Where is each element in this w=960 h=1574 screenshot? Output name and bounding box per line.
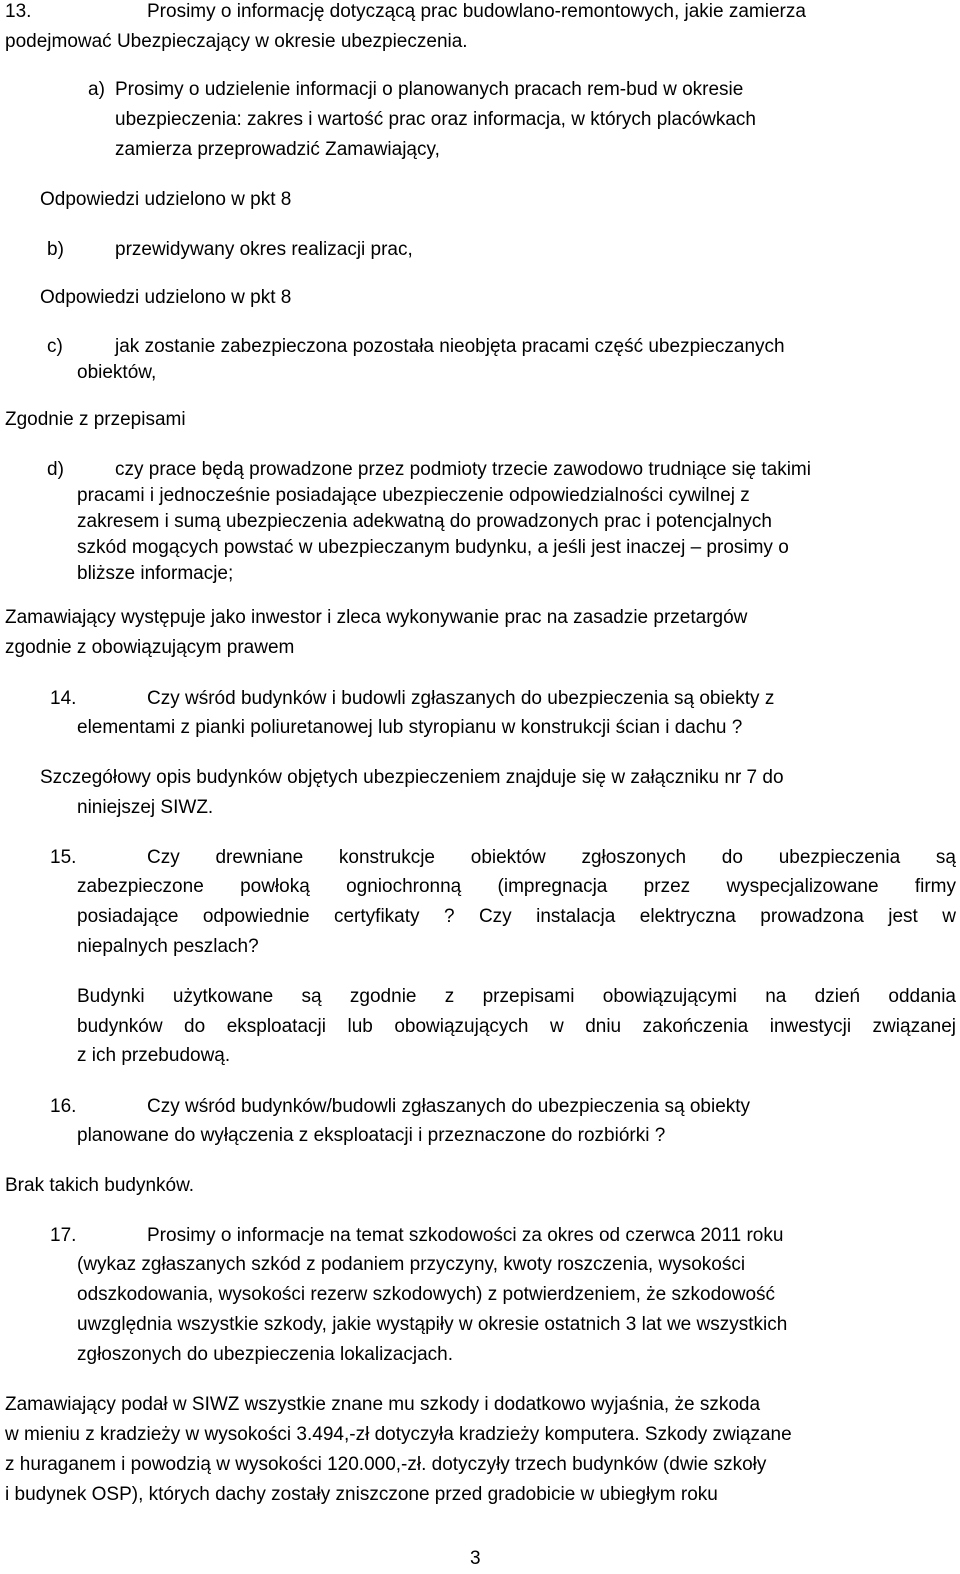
question-text-line: uwzględnia wszystkie szkody, jakie wystąpiły w okresie ostatnich 3 lat we wszystkich (77, 1314, 788, 1335)
sub-question-text-line: jak zostanie zabezpieczona pozostała nieobjęta pracami część ubezpieczanych (115, 336, 785, 357)
sub-question-text-line: czy prace będą prowadzone przez podmioty trzecie zawodowo trudniące się takimi (115, 459, 811, 480)
answer-text-line: z ich przebudową. (77, 1045, 231, 1066)
answer-text-line: niniejszej SIWZ. (77, 797, 214, 818)
question-number: 15. (50, 847, 77, 868)
sub-question-text-line: zamierza przeprowadzić Zamawiający, (115, 139, 440, 160)
question-text-line: Czy wśród budynków/budowli zgłaszanych do ubezpieczenia są obiekty (147, 1096, 751, 1117)
answer-text-line: Zgodnie z przepisami (5, 409, 186, 430)
question-number: 14. (50, 688, 77, 709)
answer-text-line: budynków do eksploatacji lub obowiązujących w dniu zakończenia inwestycji związanej (77, 1016, 956, 1037)
sub-question-label: a) (88, 79, 105, 100)
answer-text-line: i budynek OSP), których dachy zostały zniszczone przed gradobicie w ubiegłym roku (5, 1484, 718, 1505)
sub-question-text-line: ubezpieczenia: zakres i wartość prac oraz informacja, w których placówkach (115, 109, 756, 130)
question-number: 13. (5, 1, 32, 22)
question-number: 16. (50, 1096, 77, 1117)
question-text-line: Prosimy o informację dotyczącą prac budowlano-remontowych, jakie zamierza (147, 1, 806, 22)
sub-question-label: b) (47, 239, 64, 260)
sub-question-label: c) (47, 336, 63, 357)
sub-question-text-line: bliższe informacje; (77, 563, 234, 584)
sub-question-text-line: Prosimy o udzielenie informacji o planowanych pracach rem-bud w okresie (115, 79, 744, 100)
question-text-line: Prosimy o informacje na temat szkodowości za okres od czerwca 2011 roku (147, 1225, 784, 1246)
answer-text-line: Zamawiający występuje jako inwestor i zleca wykonywanie prac na zasadzie przetargów (5, 607, 748, 628)
sub-question-text-line: pracami i jednocześnie posiadające ubezpieczenie odpowiedzialności cywilnej z (77, 485, 750, 506)
answer-text-line: Brak takich budynków. (5, 1175, 195, 1196)
question-text-line: zgłoszonych do ubezpieczenia lokalizacjach. (77, 1344, 454, 1365)
question-text-line: Czy drewniane konstrukcje obiektów zgłoszonych do ubezpieczenia są (147, 847, 956, 868)
answer-text-line: z huraganem i powodzią w wysokości 120.000,-zł. dotyczyły trzech budynków (dwie szkoły (5, 1454, 767, 1475)
question-text-line: posiadające odpowiednie certyfikaty ? Czy instalacja elektryczna prowadzona jest w (77, 906, 956, 927)
question-text-line: zabezpieczone powłoką ogniochronną (impregnacja przez wyspecjalizowane firmy (77, 876, 956, 897)
question-text-line: (wykaz zgłaszanych szkód z podaniem przyczyny, kwoty roszczenia, wysokości (77, 1254, 746, 1275)
answer-text-line: Budynki użytkowane są zgodnie z przepisami obowiązującymi na dzień oddania (77, 986, 956, 1007)
question-number: 17. (50, 1225, 77, 1246)
question-text-line: elementami z pianki poliuretanowej lub styropianu w konstrukcji ścian i dachu ? (77, 717, 743, 738)
sub-question-text-line: szkód mogących powstać w ubezpieczanym budynku, a jeśli jest inaczej – prosimy o (77, 537, 789, 558)
question-text-line: niepalnych peszlach? (77, 936, 259, 957)
answer-text-line: Odpowiedzi udzielono w pkt 8 (40, 287, 292, 308)
question-text-line: odszkodowania, wysokości rezerw szkodowych) z potwierdzeniem, że szkodowość (77, 1284, 776, 1305)
answer-text-line: Odpowiedzi udzielono w pkt 8 (40, 189, 292, 210)
sub-question-text-line: obiektów, (77, 362, 157, 383)
sub-question-text-line: przewidywany okres realizacji prac, (115, 239, 413, 260)
answer-text-line: zgodnie z obowiązującym prawem (5, 637, 295, 658)
question-text-line: podejmować Ubezpieczający w okresie ubezpieczenia. (5, 31, 468, 52)
answer-text-line: w mieniu z kradzieży w wysokości 3.494,-zł dotyczyła kradzieży komputera. Szkody związane (5, 1424, 792, 1445)
question-text-line: planowane do wyłączenia z eksploatacji i przeznaczone do rozbiórki ? (77, 1125, 666, 1146)
sub-question-text-line: zakresem i sumą ubezpieczenia adekwatną do prowadzonych prac i potencjalnych (77, 511, 772, 532)
answer-text-line: Szczegółowy opis budynków objętych ubezpieczeniem znajduje się w załączniku nr 7 do (40, 767, 784, 788)
question-text-line: Czy wśród budynków i budowli zgłaszanych do ubezpieczenia są obiekty z (147, 688, 775, 709)
sub-question-label: d) (47, 459, 64, 480)
answer-text-line: Zamawiający podał w SIWZ wszystkie znane mu szkody i dodatkowo wyjaśnia, że szkoda (5, 1394, 761, 1415)
page-number: 3 (470, 1548, 481, 1569)
